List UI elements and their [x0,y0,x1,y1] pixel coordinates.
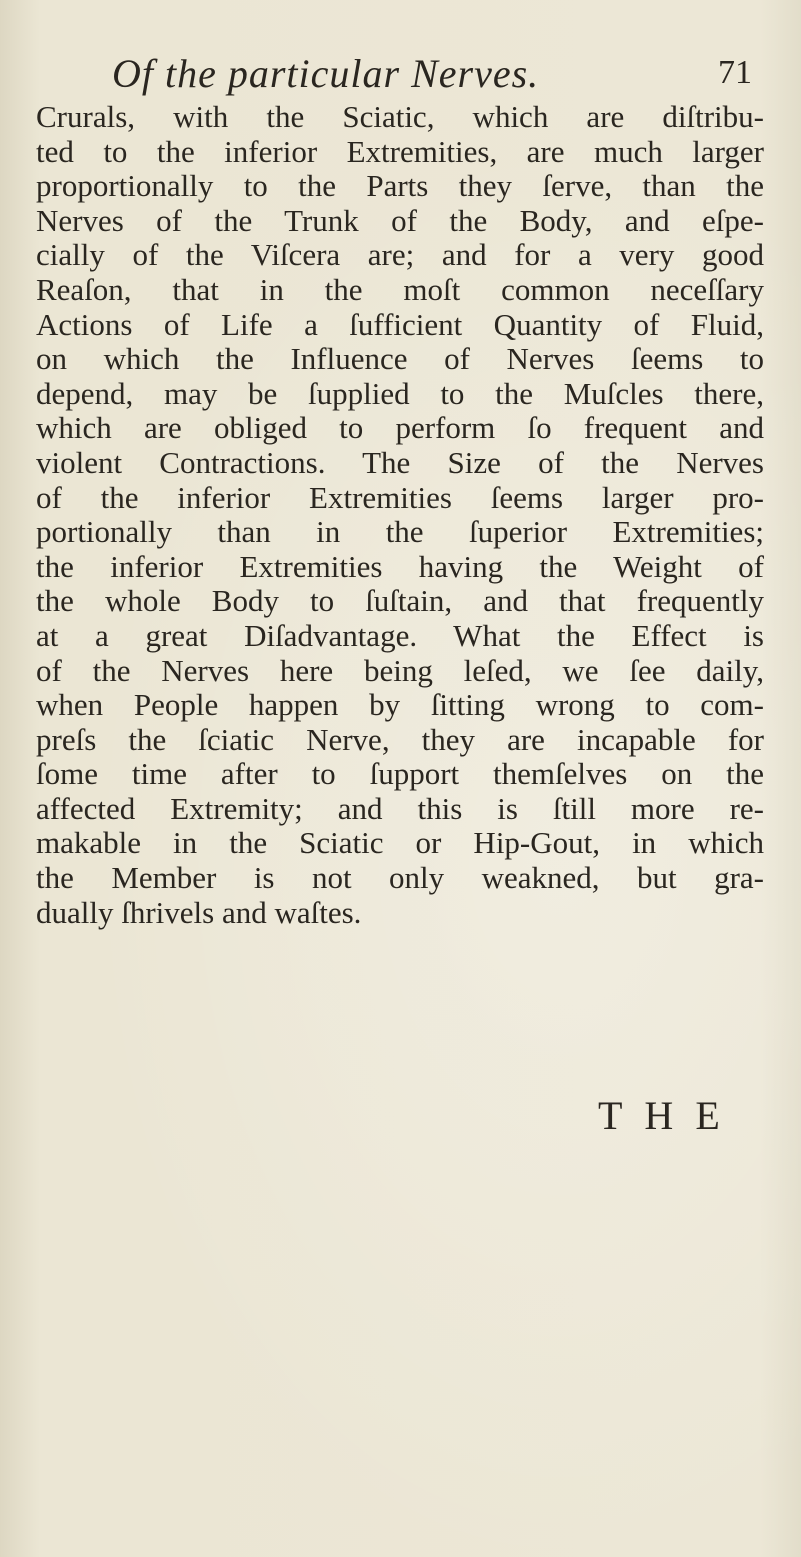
text-line: ted to the inferior Extremities, are much larger [36,133,764,169]
text-line: Actions of Life a ſufficient Quantity of Fluid, [36,306,764,342]
text-line: depend, may be ſupplied to the Muſcles there, [36,375,764,411]
text-line: cially of the Viſcera are; and for a very good [36,237,764,273]
text-line: at a great Diſadvantage. What the Effect is [36,617,764,653]
text-line: Nerves of the Trunk of the Body, and eſpe- [36,202,764,238]
text-line: the Member is not only weakned, but gra- [36,860,764,896]
text-line: makable in the Sciatic or Hip-Gout, in which [36,825,764,861]
text-line: on which the Influence of Nerves ſeems to [36,341,764,377]
body-text [36,100,764,930]
text-line: affected Extremity; and this is ſtill more re- [36,790,764,826]
text-line: violent Contractions. The Size of the Nerves [36,444,764,480]
page-number: 71 [718,54,752,91]
text-line: the whole Body to ſuſtain, and that frequently [36,583,764,619]
text-line: ſome time after to ſupport themſelves on the [36,756,764,792]
text-line: dually ſhrivels and waſtes. [36,894,362,930]
text-line: portionally than in the ſuperior Extremities; [36,514,764,550]
text-line: the inferior Extremities having the Weight of [36,548,764,584]
text-line: of the inferior Extremities ſeems larger pro- [36,479,764,515]
text-line: Crurals, with the Sciatic, which are diſtribu- [36,99,764,134]
text-line: proportionally to the Parts they ſerve, than the [36,168,764,204]
text-line: when People happen by ſitting wrong to com- [36,687,764,723]
text-line: Reaſon, that in the moſt common neceſſary [36,271,764,307]
running-head: Of the particular Nerves. [112,51,540,96]
text-line: of the Nerves here being leſed, we ſee daily, [36,652,764,688]
text-line: which are obliged to perform ſo frequent and [36,410,764,446]
text-line: preſs the ſciatic Nerve, they are incapable for [36,721,764,757]
catchword: THE [598,1093,742,1138]
